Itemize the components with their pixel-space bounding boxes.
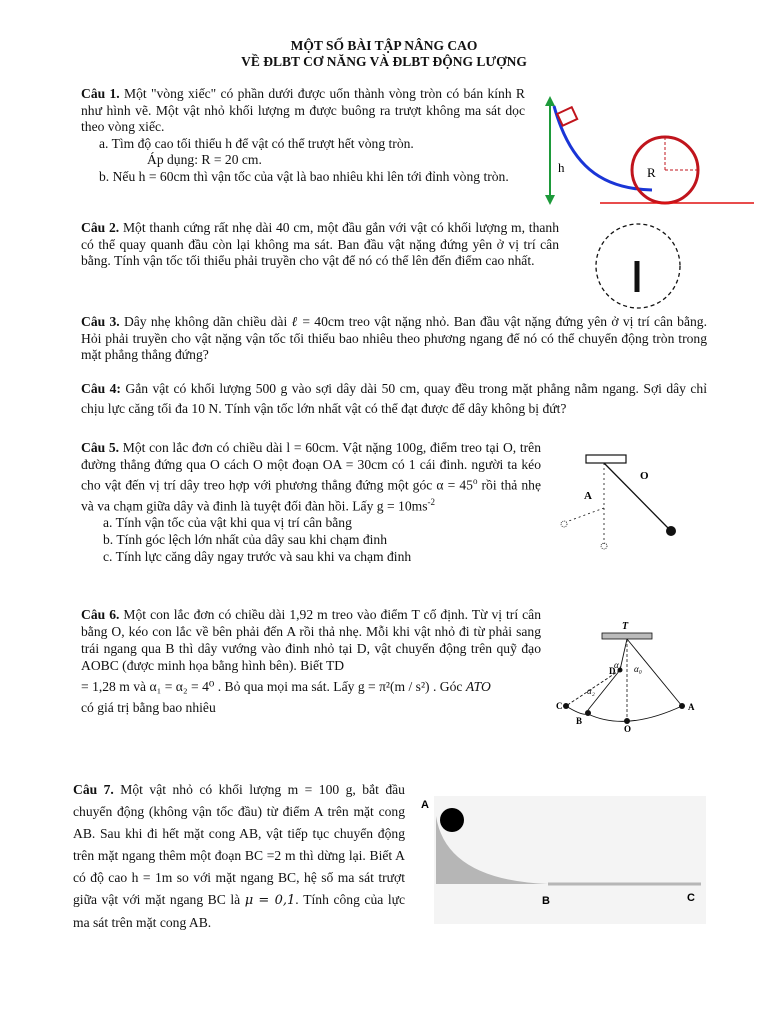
rod-circle-figure [594,218,694,318]
question-label: Câu 5. [81,440,120,455]
question-text: Một thanh cứng rất nhẹ dài 40 cm, một đầu gắn với vật có khối lượng m, thanh có thể quay quanh đầu còn lại không ma sát. Ban đầu vật nặng đứng yên ở vị trí cân bằng. Tính vận tốc tối thiểu phải truyền cho vật để nó có thể lên đến điểm cao nhất. [81,220,559,269]
question-4 [81,379,707,419]
question-part-b: b. Nếu h = 60cm thì vận tốc của vật là bao nhiêu khi lên tới đỉnh vòng tròn. [99,168,509,184]
page-title [0,38,768,70]
point-o-label: O [640,470,649,482]
radius-label: R [647,165,656,180]
length-symbol: ℓ [291,314,299,330]
point-o-label: O [624,724,632,734]
question-label: Câu 3. [81,314,120,329]
question-text-1: Một con lắc đơn có chiều dài l = 60cm. Vật nặng 100g, điểm treo tại O, trên đường thẳng đứng qua O cách O một đoạn OA = 30cm có 1 cái đinh. người ta kéo cho vật đến vị trí dây treo hợp với phương thẳng đứng một góc α = 45 [81,440,541,493]
point-d-label: D [609,666,616,676]
point-b-label: B [542,895,550,907]
point-c-label: C [556,701,563,711]
question-3 [81,314,707,364]
question-1 [81,86,525,186]
question-text: Một "vòng xiếc" có phần dưới được uốn thành vòng tròn có bán kính R như hình vẽ. Một vật nhỏ khối lượng m được buông ra trượt không ma sát dọc theo vòng xiếc. [81,86,525,135]
question-6 [81,606,541,716]
loop-track-figure [540,94,760,214]
question-part-a: a. Tìm độ cao tối thiểu h để vật có thể trượt hết vòng tròn. [99,135,414,151]
question-text-3: có giá trị bằng bao nhiêu [81,700,216,715]
question-label: Câu 2. [81,220,120,235]
question-part-a: a. Tính vận tốc của vật khi qua vị trí cân bằng [103,515,352,531]
question-label: Câu 1. [81,86,120,101]
title-line-1: MỘT SỐ BÀI TẬP NÂNG CAO [290,38,478,53]
exponent-sup: -2 [427,497,435,508]
question-text-2: . Tính công của lực ma sát trên mặt cong AB. [73,892,405,930]
question-label: Câu 7. [73,782,114,797]
curved-slope-figure [416,788,716,938]
pendulum-nail-figure [552,452,692,562]
question-text-1: Một vật nhỏ có khối lượng m = 100 g, bắt đầu chuyển động (không vận tốc đầu) từ điểm A trên mặt cong AB. Sau khi đi hết mặt cong AB, vật tiếp tục chuyển động trên mặt ngang thêm một đoạn BC =2 m thì dừng lại. Biết A có độ cao h = 1m so với mặt ngang BC, hệ số ma sát trượt giữa vật với mặt ngang BC là [73,782,405,907]
question-text-1: Một con lắc đơn có chiều dài 1,92 m treo vào điểm T cố định. Từ vị trí cân bằng O, kéo con lắc về bên phải đến A rồi thả nhẹ. Mỗi khi vật nhỏ đi từ phải sang trái ngang qua B thì dây vướng vào đinh nhỏ tại D, vật chuyển động trên quỹ đạo AOBC (được minh họa bằng hình bên). Biết TD [81,607,541,673]
question-text: Gắn vật có khối lượng 500 g vào sợi dây dài 50 cm, quay đều trong mặt phẳng nằm ngang. Sợi dây chỉ chịu lực căng tối đa 10 N. Tính vận tốc lớn nhất vật có thể đạt được để dây không bị đứt? [81,381,708,416]
title-line-2: VỀ ĐLBT CƠ NĂNG VÀ ĐLBT ĐỘNG LƯỢNG [241,54,527,69]
degree-sup: o [472,476,478,487]
formula-text: = 1,28 m và α₁ = α₂ = 4⁰ . Bỏ qua mọi ma sát. Lấy g = π²(m / s²) . Góc [81,679,466,694]
height-label: h [558,160,565,175]
question-text-2: rồi thả nhẹ và va chạm giữa dây và đinh là tuyệt đối đàn hồi. Lấy g = 10ms [81,477,542,514]
point-t-label: T [622,621,629,632]
question-text-2 [81,678,541,695]
point-a-label: A [421,799,429,811]
alpha2-label: α₂ [587,686,595,696]
question-part-b: b. Tính góc lệch lớn nhất của dây sau khi chạm đinh [103,532,388,548]
alpha0-label: α₀ [634,664,642,674]
alpha1-label: α₁ [614,660,622,670]
point-b-label: B [576,716,583,726]
point-a-label: A [584,490,592,502]
point-a-label: A [688,702,695,712]
question-text-1: Dây nhẹ không dãn chiều dài [123,314,292,329]
question-5 [81,440,541,565]
point-c-label: C [687,892,695,904]
question-7 [73,779,405,934]
question-label: Câu 6. [81,607,120,622]
mu-formula: μ = 0,1 [244,893,296,908]
question-label: Câu 4: [81,381,121,396]
question-2 [81,220,559,270]
question-text-2: = 40cm treo vật nặng nhỏ. Ban đầu vật nặng đứng yên ở vị trí cân bằng. Hỏi phải truyền cho vật nặng vận tốc tối thiểu bao nhiêu theo phương ngang để nó có thể chuyển động tròn trong mặt phẳng thẳng đứng? [81,314,707,363]
question-part-c: c. Tính lực căng dây ngay trước và sau khi va chạm đinh [103,548,412,564]
pendulum-trajectory-figure [554,620,714,735]
angle-ato: ATO [465,679,491,694]
question-part-a-apply: Áp dụng: R = 20 cm. [147,152,262,168]
